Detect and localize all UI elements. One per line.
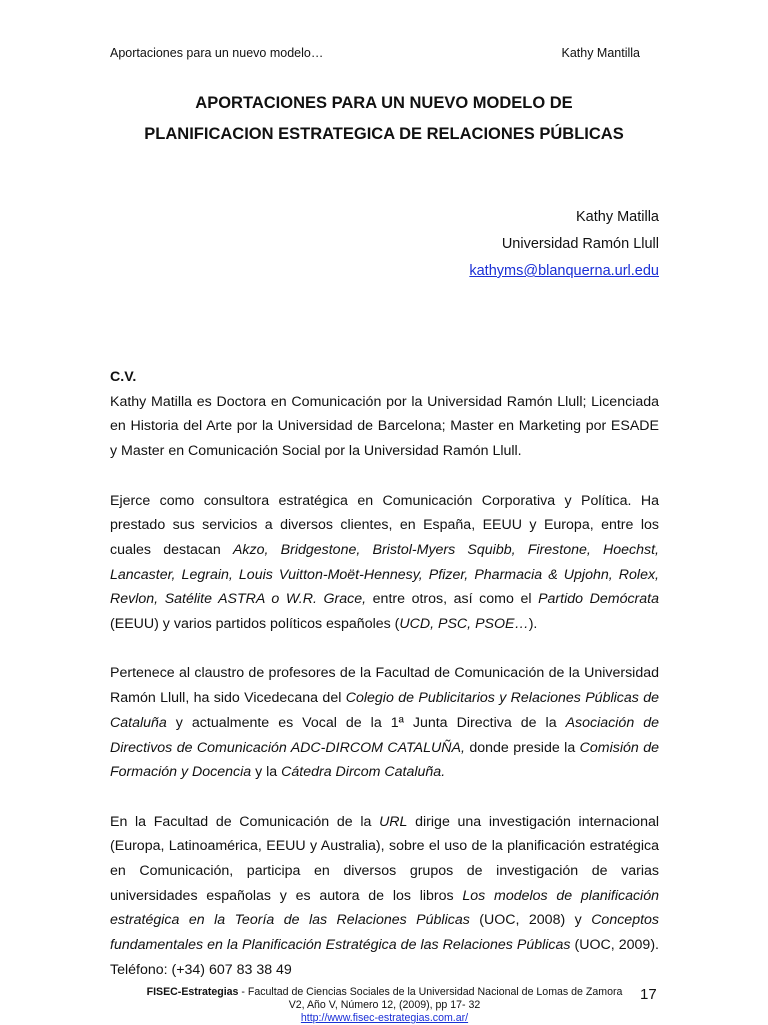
cv-paragraph-faculty: [110, 661, 659, 785]
author-block: [469, 204, 659, 285]
cv-section: [110, 365, 659, 983]
cv-paragraph-education: Kathy Matilla es Doctora en Comunicación por la Universidad Ramón Llull; Licenciada en Historia del Arte por la Universidad de Barcelona; Master en Marketing por ESADE y Master en Comunicación Social por la Universidad Ramón Llull.: [110, 393, 659, 460]
text-run: En la Facultad de Comunicación de la: [110, 813, 380, 830]
cv-heading: C.V.: [110, 369, 137, 385]
party-name: Partido Demócrata: [538, 591, 660, 608]
university-acronym: URL: [379, 813, 408, 830]
text-run: Ejerce como consultora estratégica en Comunicación Corporativa y Política. Ha prestado sus servicios a diversos clientes, en España, EEUU y Europa, entre los cuales destacan: [110, 492, 659, 558]
article-title-line-1: APORTACIONES PARA UN NUEVO MODELO DE: [195, 94, 573, 112]
footer-journal-name: FISEC-Estrategias: [146, 986, 239, 998]
running-header-author: Kathy Mantilla: [561, 46, 640, 60]
page-number: 17: [640, 986, 657, 1003]
author-affiliation: Universidad Ramón Llull: [501, 236, 659, 252]
text-run: (UOC, 2009). Teléfono: (+34) 607 83 38 49: [110, 937, 659, 978]
text-run: (UOC, 2008) y: [469, 912, 592, 929]
footer-institution: - Facultad de Ciencias Sociales de la Universidad Nacional de Lomas de Zamora: [238, 986, 623, 998]
institution-name: Asociación de Directivos de Comunicación ADC-DIRCOM CATALUÑA,: [110, 714, 659, 756]
cv-paragraph-consulting: [110, 489, 659, 637]
author-name: Kathy Matilla: [575, 209, 659, 225]
text-run: entre otros, así como el: [366, 591, 539, 608]
footer-journal-line: [110, 986, 659, 999]
page-footer: [110, 986, 659, 1025]
author-email-link[interactable]: kathyms@blanquerna.url.edu: [469, 263, 659, 279]
chair-name: Cátedra Dircom Cataluña.: [281, 764, 446, 781]
footer-volume: V2, Año V, Número 12, (2009), pp 17- 32: [288, 999, 481, 1011]
institution-name: Colegio de Publicitarios y Relaciones Públicas de Cataluña: [110, 690, 659, 731]
book-title: Conceptos fundamentales en la Planificación Estratégica de las Relaciones Públicas: [110, 912, 660, 954]
footer-url-link[interactable]: http://www.fisec-estrategias.com.ar/: [300, 1012, 469, 1024]
running-header-title: Aportaciones para un nuevo modelo…: [110, 46, 324, 60]
text-run: ).: [528, 616, 538, 633]
article-title-line-2: PLANIFICACION ESTRATEGICA DE RELACIONES PÚBLICAS: [144, 125, 624, 143]
book-title: Los modelos de planificación estratégica en la Teoría de las Relaciones Públicas: [110, 887, 659, 929]
text-run: y la: [251, 764, 282, 781]
party-list: UCD, PSC, PSOE…: [399, 616, 529, 633]
commission-name: Comisión de Formación y Docencia: [110, 739, 660, 781]
running-header: [110, 46, 640, 60]
text-run: y actualmente es Vocal de la 1ª Junta Directiva de la: [166, 714, 566, 731]
client-list: Akzo, Bridgestone, Bristol-Myers Squibb, Firestone, Hoechst, Lancaster, Legrain, Louis Vuitton-Moët-Hennesy, Pfizer, Pharmacia & Upjohn, Rolex, Revlon, Satélite ASTRA o W.R. Grace,: [110, 541, 659, 608]
text-run: donde preside la: [464, 739, 580, 756]
text-run: (EEUU) y varios partidos políticos españoles (: [110, 616, 400, 633]
text-run: dirige una investigación internacional (Europa, Latinoamérica, EEUU y Australia), sobre el uso de la planificación estratégica en Comunicación, participa en diversos grupos de investigación de varias universidades españolas y es autora de los libros: [110, 813, 660, 904]
text-run: Pertenece al claustro de profesores de la Facultad de Comunicación de la Universidad Ramón Llull, ha sido Vicedecana del: [110, 665, 659, 707]
article-title: [90, 88, 678, 150]
cv-paragraph-research: [110, 810, 659, 983]
